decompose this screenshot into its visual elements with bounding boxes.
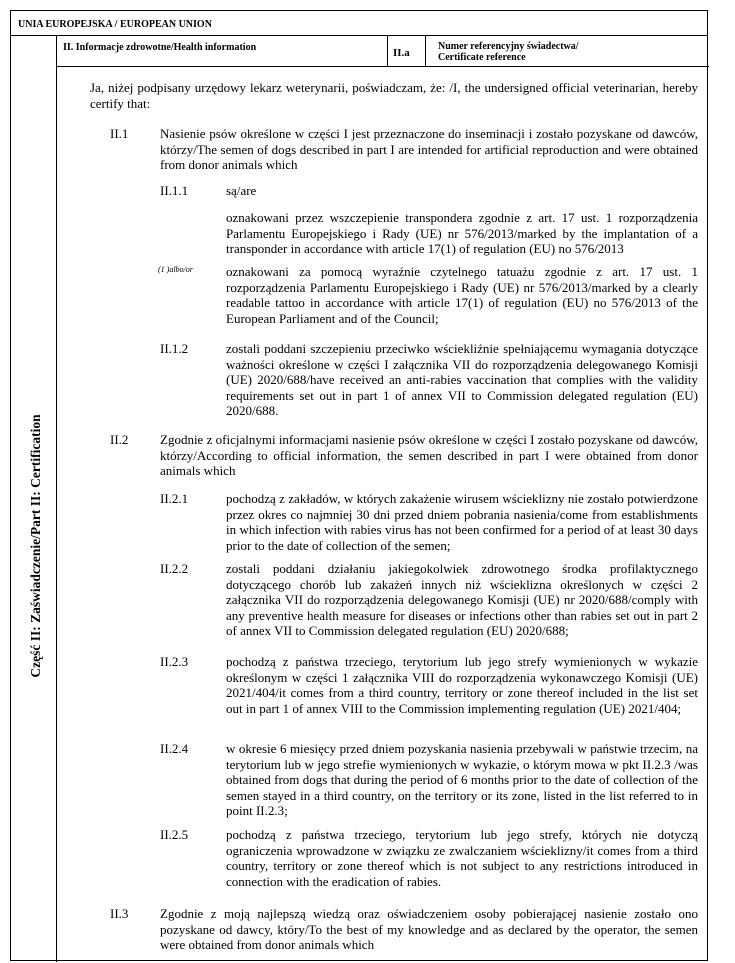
side-label: Część II: Zaświadczenie/Part II: Certification	[28, 414, 43, 678]
item-text: są/are	[226, 183, 257, 198]
item-number: II.2.5	[160, 827, 189, 842]
item-text: Zgodnie z oficjalnymi informacjami nasienie psów określone w części I zostało pozyskane od dawców, którzy/According to official information, the semen described in part I were obtained from donor animals which	[160, 432, 698, 478]
alternative-note: (1 )albo/or	[158, 265, 193, 274]
item-text: pochodzą z państwa trzeciego, terytorium lub jego strefy wymienionych w wykazie określonym w części 1 załącznika VIII do rozporządzenia wykonawczego Komisji (UE) 2021/404/it comes from a third country, territory or zone thereof included in the list set out in part 1 of annex VIII to the Commission implementing regulation (UE) 2021/404;	[226, 654, 698, 716]
item-text: zostali poddani szczepieniu przeciwko wściekliźnie spełniającemu wymagania dotyczące ważności określone w części I załącznika VII do rozporządzenia delegowanego Komisji (UE) 2020/688/have received an anti-rabies vaccination that complies with the validity requirements set out in part 1 of annex VII to Commission delegated regulation (EU) 2020/688.	[226, 341, 698, 418]
ref-code: II.a	[387, 36, 425, 67]
intro-text: Ja, niżej podpisany urzędowy lekarz weterynarii, poświadczam, że: /I, the undersigned official veterinarian, hereby certify that:	[90, 80, 698, 111]
item-text: Nasienie psów określone w części I jest przeznaczone do inseminacji i zostało pozyskane od dawców, którzy/The semen of dogs described in part I are intended for artificial reproduction and were obtained from donor animals which	[160, 126, 698, 172]
item-number: II.2.4	[160, 741, 189, 756]
item-text: oznakowani za pomocą wyraźnie czytelnego tatuażu zgodnie z art. 17 ust. 1 rozporządzenia Parlamentu Europejskiego i Rady (UE) nr 576/2013/marked by a clearly readable tattoo in accordance with article 17(1) of regulation (EU) no 576/2013 of the European Parliament and of the Council;	[226, 264, 698, 326]
item-number: II.1.2	[160, 341, 189, 356]
item-text: Zgodnie z moją najlepszą wiedzą oraz oświadczeniem osoby pobierającej nasienie zostało ono pozyskane od dawcy, który/To the best of my knowledge and as declared by the operator, the semen were obtained from donor animals which	[160, 906, 698, 952]
ref-label-pl: Numer referencyjny świadectwa/	[438, 41, 579, 52]
item-number: II.2.1	[160, 491, 189, 506]
item-number: II.2.3	[160, 654, 189, 669]
item-number: II.1	[110, 126, 129, 141]
ref-label-en: Certificate reference	[438, 52, 526, 63]
item-text: w okresie 6 miesięcy przed dniem pozyskania nasienia przebywali w państwie trzecim, na terytorium lub w jego strefie wymienionych w wykazie, o którym mowa w pkt II.2.3 /was obtained from dogs that during the period of 6 months prior to the date of collection of the semen stayed in a third country, on the territory or its zone, listed in the list referred to in point II.2.3;	[226, 741, 698, 818]
union-header: UNIA EUROPEJSKA / EUROPEAN UNION	[11, 11, 707, 36]
item-text: pochodzą z państwa trzeciego, terytorium lub jego strefy, których nie dotyczą ograniczenia wprowadzone w związku ze zwalczaniem wścieklizny/it comes from a third country, territory or zone thereof which is not subject to any restrictions introduced in connection with the eradication of rabies.	[226, 827, 698, 889]
item-text: zostali poddani działaniu jakiegokolwiek zdrowotnego środka profilaktycznego dotyczącego chorób lub zakażeń innych niż wścieklizna określonych w części 2 załącznika VII do rozporządzenia delegowanego Komisji (UE) nr 2020/688/comply with any preventive health measure for diseases or infections other than rabies set out in part 2 of annex VII to Commission delegated regulation (EU) 2020/688;	[226, 561, 698, 638]
item-number: II.1.1	[160, 183, 189, 198]
item-number: II.2.2	[160, 561, 189, 576]
item-number: II.3	[110, 906, 129, 921]
item-text: oznakowani przez wszczepienie transpondera zgodnie z art. 17 ust. 1 rozporządzenia Parlamentu Europejskiego i Rady (UE) nr 576/2013/marked by the implantation of a transponder in accordance with article 17(1) of regulation (EU) no 576/2013	[226, 210, 698, 256]
item-text: pochodzą z zakładów, w których zakażenie wirusem wścieklizny nie zostało potwierdzone przez okres co najmniej 30 dni przed dniem pobrania nasienia/come from establishments in which infection with rabies virus has not been confirmed for a period of at least 30 days prior to the date of collection of the semen;	[226, 491, 698, 553]
section-header: II. Informacje zdrowotne/Health information	[57, 36, 387, 67]
item-number: II.2	[110, 432, 129, 447]
